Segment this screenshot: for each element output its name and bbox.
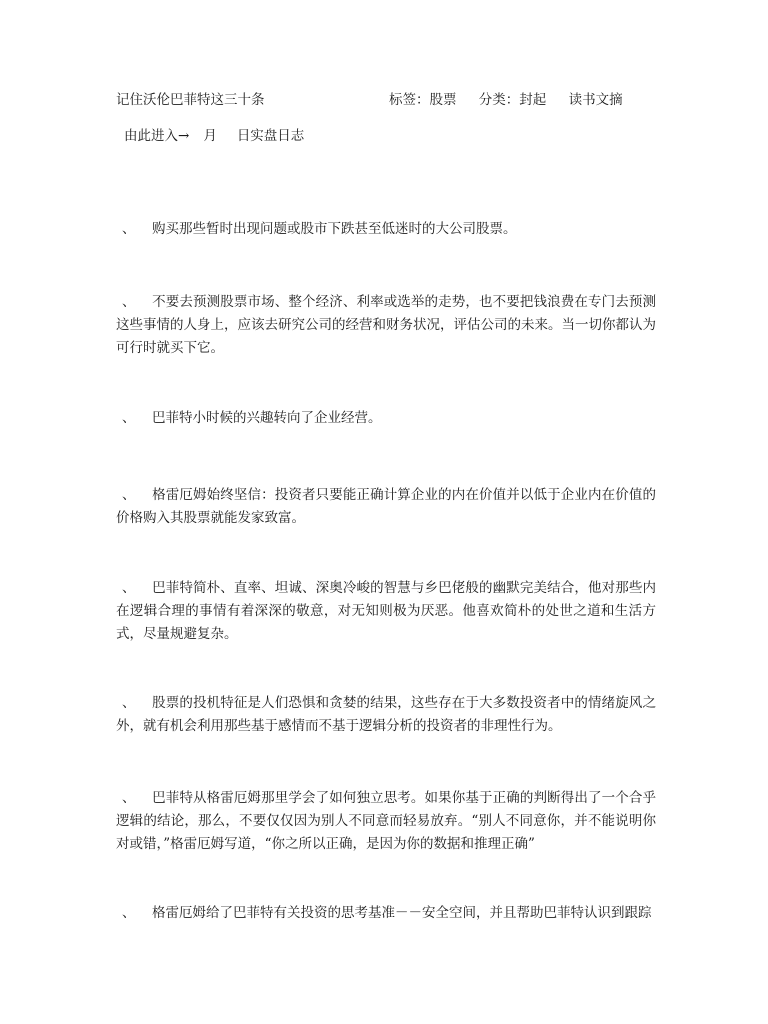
list-item bbox=[116, 484, 656, 530]
item-text: 格雷厄姆给了巴菲特有关投资的思考基准－－安全空间，并且帮助巴菲特认识到跟踪 bbox=[152, 905, 652, 921]
list-item bbox=[116, 787, 656, 856]
item-text: 股票的投机特征是人们恐惧和贪婪的结果，这些存在于大多数投资者中的情绪旋风之外，就有机会利用那些基于感情而不基于逻辑分析的投资者的非理性行为。 bbox=[116, 695, 656, 734]
item-mark: 、 bbox=[122, 790, 136, 806]
list-item bbox=[116, 291, 656, 360]
item-mark: 、 bbox=[122, 580, 136, 596]
item-text: 巴菲特小时候的兴趣转向了企业经营。 bbox=[152, 410, 382, 426]
entry-link-line[interactable] bbox=[124, 126, 304, 146]
list-item bbox=[116, 692, 656, 738]
list-item bbox=[116, 407, 656, 430]
category-label[interactable]: 分类：封起 bbox=[478, 92, 547, 108]
document-title: 记住沃伦巴菲特这三十条 bbox=[116, 92, 265, 108]
item-mark: 、 bbox=[122, 294, 136, 310]
list-item bbox=[116, 218, 656, 241]
item-mark: 、 bbox=[122, 695, 136, 711]
entry-prefix[interactable]: 由此进入→ bbox=[124, 128, 190, 144]
item-mark: 、 bbox=[122, 221, 136, 237]
item-text: 购买那些暂时出现问题或股市下跌甚至低迷时的大公司股票。 bbox=[152, 221, 517, 237]
section-label[interactable]: 读书文摘 bbox=[568, 92, 623, 108]
entry-day-label: 日实盘日志 bbox=[236, 128, 305, 144]
document-meta bbox=[389, 90, 641, 110]
item-text: 巴菲特从格雷厄姆那里学会了如何独立思考。如果你基于正确的判断得出了一个合乎逻辑的结论，那么，不要仅仅因为别人不同意而轻易放弃。“别人不同意你，并不能说明你对或错，”格雷厄姆写道，“你之所以正确，是因为你的数据和推理正确” bbox=[116, 790, 656, 852]
item-mark: 、 bbox=[122, 410, 136, 426]
item-mark: 、 bbox=[122, 487, 136, 503]
entry-month: 月 bbox=[203, 128, 217, 144]
item-text: 格雷厄姆始终坚信：投资者只要能正确计算企业的内在价值并以低于企业内在价值的价格购入其股票就能发家致富。 bbox=[116, 487, 656, 526]
item-text: 巴菲特简朴、直率、坦诚、深奥冷峻的智慧与乡巴佬般的幽默完美结合，他对那些内在逻辑合理的事情有着深深的敬意，对无知则极为厌恶。他喜欢简朴的处世之道和生活方式，尽量规避复杂。 bbox=[116, 580, 656, 642]
tag-label[interactable]: 标签：股票 bbox=[389, 92, 457, 108]
list-item bbox=[116, 577, 656, 646]
item-mark: 、 bbox=[122, 905, 136, 921]
item-text: 不要去预测股票市场、整个经济、利率或选举的走势，也不要把钱浪费在专门去预测这些事情的人身上，应该去研究公司的经营和财务状况，评估公司的未来。当一切你都认为可行时就买下它。 bbox=[116, 294, 656, 356]
document-header bbox=[116, 90, 676, 110]
list-item bbox=[116, 902, 656, 925]
